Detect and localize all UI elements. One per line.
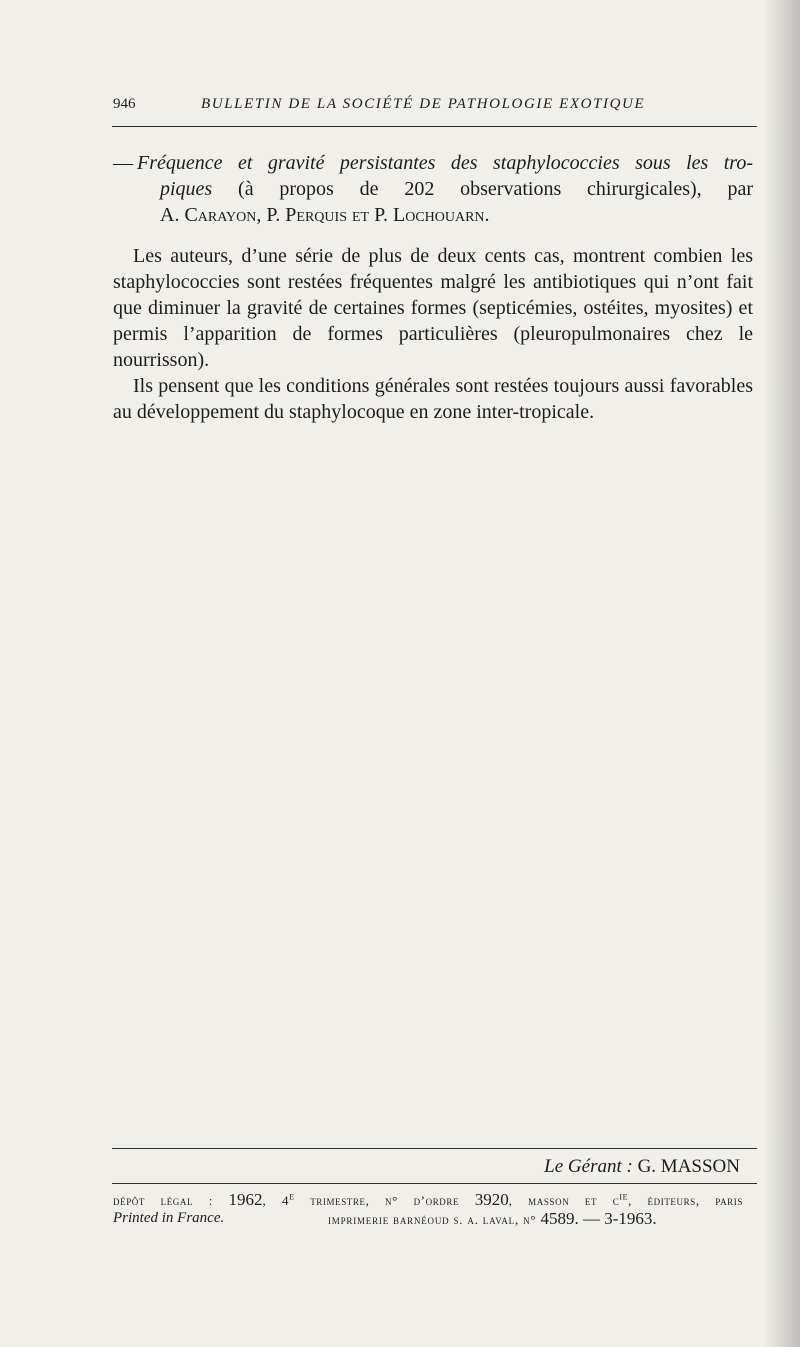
legal-deposit-sup-2: ie <box>619 1190 629 1203</box>
printer-number: 4589. — 3-1963. <box>540 1209 657 1228</box>
page-number: 946 <box>113 96 136 112</box>
legal-deposit-sup: e <box>289 1190 295 1203</box>
article-title <box>113 150 753 228</box>
gerant-line <box>544 1156 740 1178</box>
gerant-name: G. MASSON <box>632 1156 740 1177</box>
footer-rule-bottom <box>112 1183 757 1184</box>
title-text-1: Fréquence et gravité persistantes des staphylococcies sous les tro- <box>137 152 753 174</box>
legal-deposit-text-d: , masson et c <box>508 1193 620 1208</box>
paragraph-1: Les auteurs, d’une série de plus de deux cents cas, montrent combien les staphylococcies sont restées fréquentes malgré les antibiotiques qui n’ont fait que diminuer la gravité de certaines formes (septicémies, ostéites, myosites) et permis l’apparition de formes particulières (pleuropulmonaires chez le nourrisson). <box>113 245 753 371</box>
legal-deposit-text-a: dépôt légal : <box>113 1193 229 1208</box>
printer-text: imprimerie barnéoud s. a. laval, n° <box>328 1212 541 1227</box>
title-line-2 <box>113 176 753 202</box>
header-rule <box>112 126 757 127</box>
authors: A. Carayon, P. Perquis et P. Lochouarn. <box>160 204 490 226</box>
gerant-label: Le Gérant : <box>544 1156 633 1177</box>
title-text-2-rest: (à propos de 202 observations chirurgicales), par <box>212 178 753 200</box>
article-body <box>113 243 753 425</box>
printer-line <box>113 1209 743 1227</box>
title-dash: — <box>113 152 133 174</box>
running-header <box>113 94 758 124</box>
title-line-1 <box>113 150 753 176</box>
paragraph-2: Ils pensent que les conditions générales sont restées toujours aussi favorables au développement du staphylocoque en zone inter-tropicale. <box>113 375 753 423</box>
legal-deposit-text-e: , éditeurs, paris <box>628 1193 743 1208</box>
journal-title: BULLETIN DE LA SOCIÉTÉ DE PATHOLOGIE EXOTIQUE <box>201 96 646 112</box>
legal-deposit-line <box>113 1190 743 1210</box>
legal-deposit-text-b: , 4 <box>262 1193 290 1208</box>
printed-in-france: Printed in France. <box>113 1210 225 1226</box>
legal-deposit-text-c: trimestre, n° d’ordre <box>294 1193 475 1208</box>
order-number: 3920 <box>474 1190 509 1209</box>
title-text-2: piques <box>160 178 213 200</box>
page-edge-shadow <box>766 0 800 1347</box>
printer-info <box>328 1209 657 1229</box>
legal-deposit-year: 1962 <box>228 1190 263 1209</box>
footer-rule-top <box>112 1148 757 1149</box>
